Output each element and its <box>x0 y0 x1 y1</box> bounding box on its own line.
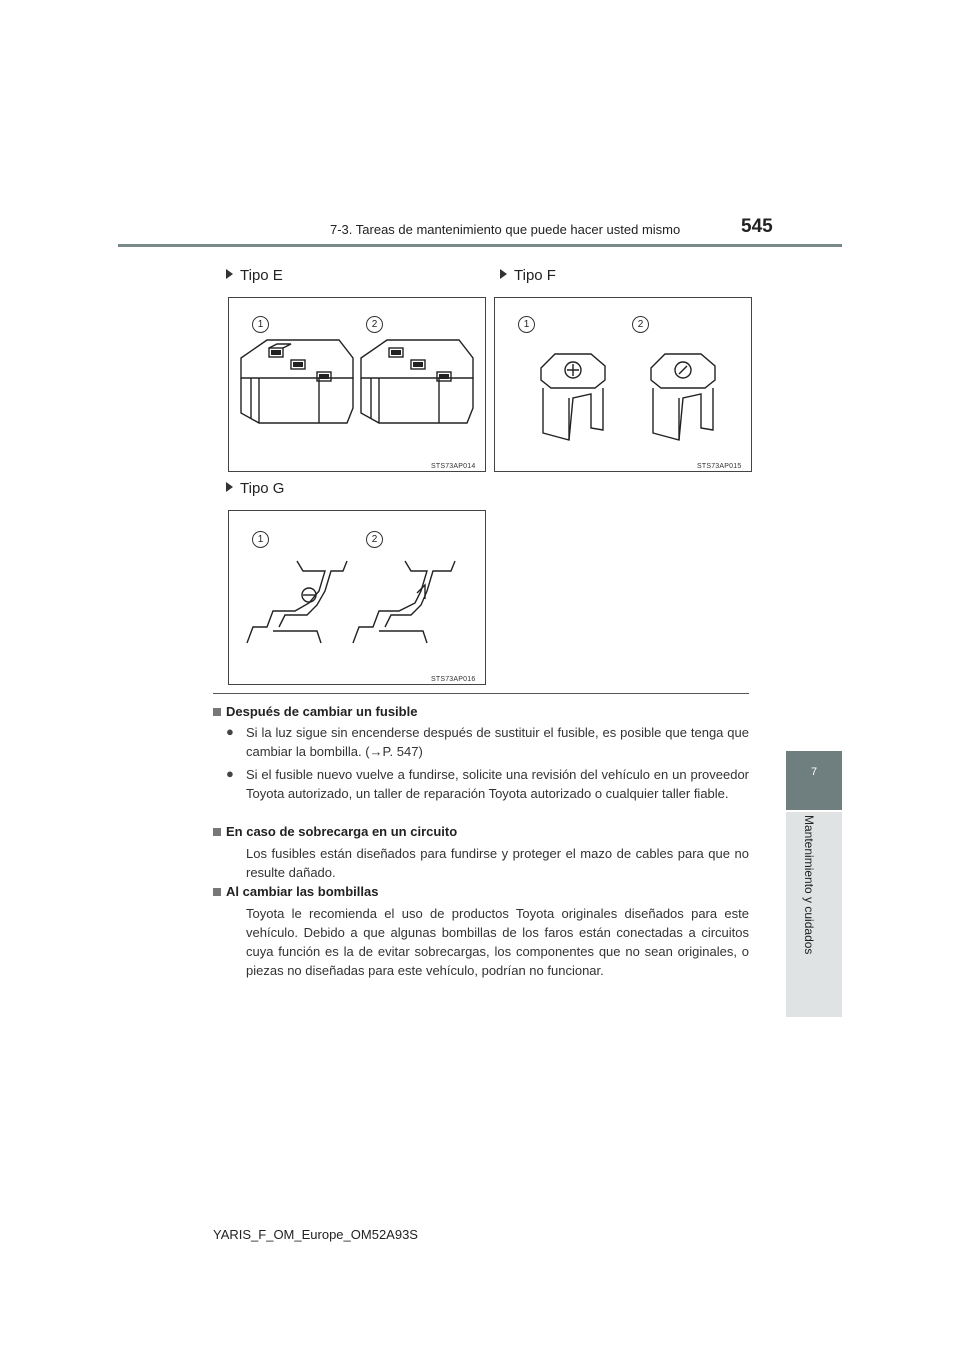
circle-bullet-icon: ● <box>226 724 234 739</box>
triangle-bullet-icon <box>226 482 233 492</box>
header-rule <box>118 244 842 247</box>
callout-1: 1 <box>518 316 535 333</box>
square-bullet-icon <box>213 828 221 836</box>
figure-type-g <box>228 510 486 685</box>
callout-2: 2 <box>366 316 383 333</box>
section-title: 7-3. Tareas de mantenimiento que puede hacer usted mismo <box>330 222 681 237</box>
chapter-number: 7 <box>810 766 818 778</box>
type-f-label: Tipo F <box>500 267 556 284</box>
chapter-title: Mantenimiento y cuidados <box>802 815 816 955</box>
page-number: 545 <box>741 216 773 237</box>
figure-code: STS73AP014 <box>431 463 476 470</box>
circle-bullet-icon: ● <box>226 766 234 781</box>
callout-1: 1 <box>252 316 269 333</box>
paragraph-bulbs: Toyota le recomienda el uso de productos Toyota originales diseñados para este vehículo. Debido a que algunas bombillas de los faros están conectadas a circuitos cuya función es la de evitar sobrecargas, los componentes que no sean originales, o piezas no diseñadas para este vehículo, podrían no funcionar. <box>246 906 749 978</box>
type-g-label: Tipo G <box>226 480 284 497</box>
document-id: YARIS_F_OM_Europe_OM52A93S <box>213 1227 418 1242</box>
section-heading-overload: En caso de sobrecarga en un circuito <box>213 824 457 839</box>
chapter-tab <box>786 751 842 810</box>
callout-1: 1 <box>252 531 269 548</box>
triangle-bullet-icon <box>500 269 507 279</box>
section-heading-after-change: Después de cambiar un fusible <box>213 704 417 719</box>
triangle-bullet-icon <box>226 269 233 279</box>
figure-code: STS73AP015 <box>697 463 742 470</box>
bullet-text: Si la luz sigue sin encenderse después de sustituir el fusible, es posible que tenga que cambiar la bombilla. (→P. 547) <box>246 725 749 759</box>
paragraph-overload: Los fusibles están diseñados para fundirse y proteger el mazo de cables para que no resulte dañado. <box>246 846 749 880</box>
figure-code: STS73AP016 <box>431 676 476 683</box>
type-e-label: Tipo E <box>226 267 283 284</box>
figure-type-e <box>228 297 486 472</box>
square-bullet-icon <box>213 708 221 716</box>
callout-2: 2 <box>632 316 649 333</box>
bullet-text: Si el fusible nuevo vuelve a fundirse, solicite una revisión del vehículo en un proveedor Toyota autorizado, un taller de reparación Toyota autorizado o cualquier taller fiable. <box>246 767 749 801</box>
section-divider <box>213 693 749 694</box>
figure-type-f <box>494 297 752 472</box>
section-heading-bulbs: Al cambiar las bombillas <box>213 884 378 899</box>
callout-2: 2 <box>366 531 383 548</box>
square-bullet-icon <box>213 888 221 896</box>
